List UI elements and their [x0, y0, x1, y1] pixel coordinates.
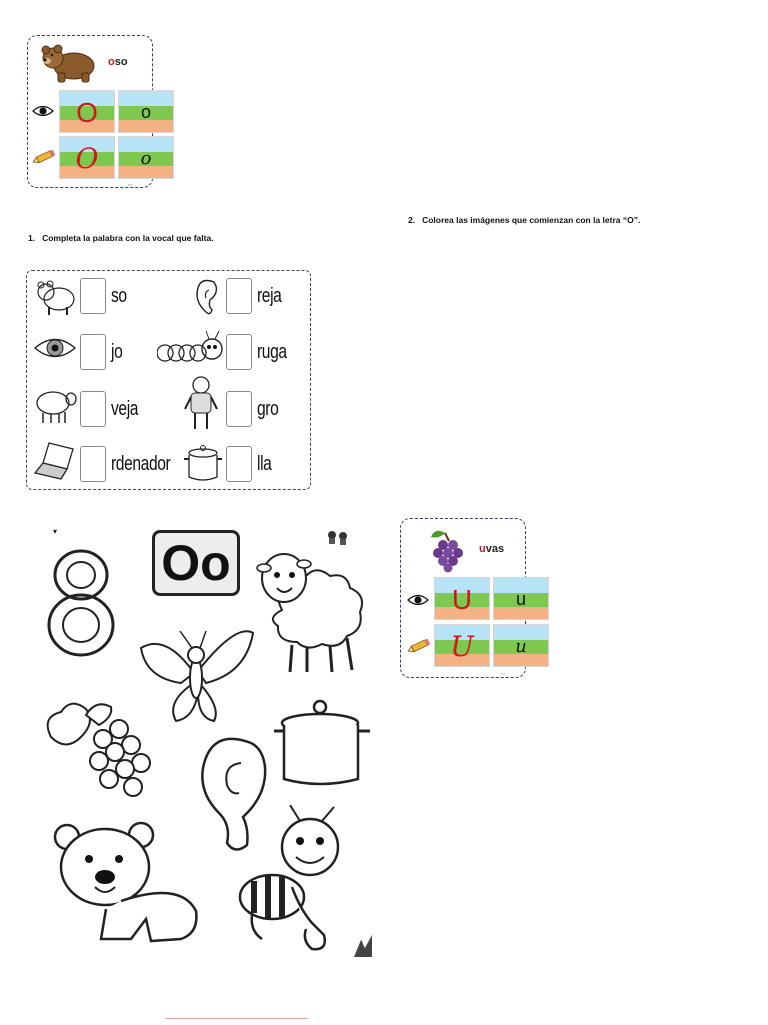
sheep-picture: [33, 385, 77, 425]
card-word-oso: oso: [108, 56, 128, 68]
polar-bear-picture: [35, 277, 77, 317]
word-jo: jo: [111, 341, 123, 363]
word-rdenador: rdenador: [111, 453, 171, 475]
word-lla: lla: [257, 453, 272, 475]
pencil-icon: [407, 639, 431, 653]
corner-mark: ▾: [53, 527, 58, 536]
coloring-sheet: [36, 525, 372, 957]
letter-oo-card: Oo: [152, 530, 240, 596]
word-ruga: ruga: [257, 341, 287, 363]
vowel-answer-box[interactable]: [226, 391, 252, 427]
tile-cursive-upper: O: [59, 136, 115, 179]
word-so: so: [111, 285, 127, 307]
instruction-1: 1. Completa la palabra con la vocal que falta.: [28, 233, 214, 243]
letter-card-uvas: [400, 518, 526, 678]
word-reja: reja: [257, 285, 282, 307]
sheep-coloring-picture: [252, 550, 372, 680]
pot-picture: [183, 443, 223, 485]
bear-coloring-picture: [51, 821, 201, 945]
vowel-answer-box[interactable]: [226, 446, 252, 482]
grapes-picture: [41, 697, 156, 802]
vowel-answer-box[interactable]: [226, 334, 252, 370]
pot-coloring-picture: [272, 697, 372, 789]
number-eight-picture: [41, 545, 121, 660]
vowel-answer-box[interactable]: [226, 278, 252, 314]
tile-cursive-lower: o: [118, 136, 174, 179]
card-word-uvas: uvas: [479, 543, 505, 555]
tile-print-lower: o: [118, 90, 174, 133]
fill-vowel-exercise: [26, 270, 311, 490]
bee-picture: [232, 805, 362, 953]
tile-print-upper: O: [59, 90, 115, 133]
word-gro: gro: [257, 398, 279, 420]
instruction-2: 2. Colorea las imágenes que comienzan con la letra “O”.: [408, 215, 641, 225]
vowel-answer-box[interactable]: [80, 334, 106, 370]
grapes-icon: [425, 527, 469, 573]
eye-icon: [407, 593, 429, 607]
vowel-answer-box[interactable]: [80, 278, 106, 314]
caterpillar-picture: [157, 329, 223, 367]
ear-picture: [192, 276, 222, 318]
letter-card-oso: [27, 35, 153, 188]
vowel-answer-box[interactable]: [80, 391, 106, 427]
bear-picture: [40, 42, 98, 84]
word-veja: veja: [111, 398, 139, 420]
tile-cursive-upper: U: [434, 624, 490, 667]
ogre-picture: [183, 375, 219, 431]
laptop-picture: [33, 439, 77, 483]
eye-icon: [32, 104, 54, 118]
tile-print-lower: u: [493, 577, 549, 620]
logo-mark: ▪▪▪: [128, 182, 133, 187]
logo-mark: ▪▪▪: [501, 671, 506, 676]
tile-print-upper: U: [434, 577, 490, 620]
eye-picture: [33, 331, 77, 365]
tile-cursive-lower: u: [493, 624, 549, 667]
vowel-answer-box[interactable]: [80, 446, 106, 482]
small-figures-picture: [326, 529, 350, 545]
pencil-icon: [32, 150, 56, 164]
